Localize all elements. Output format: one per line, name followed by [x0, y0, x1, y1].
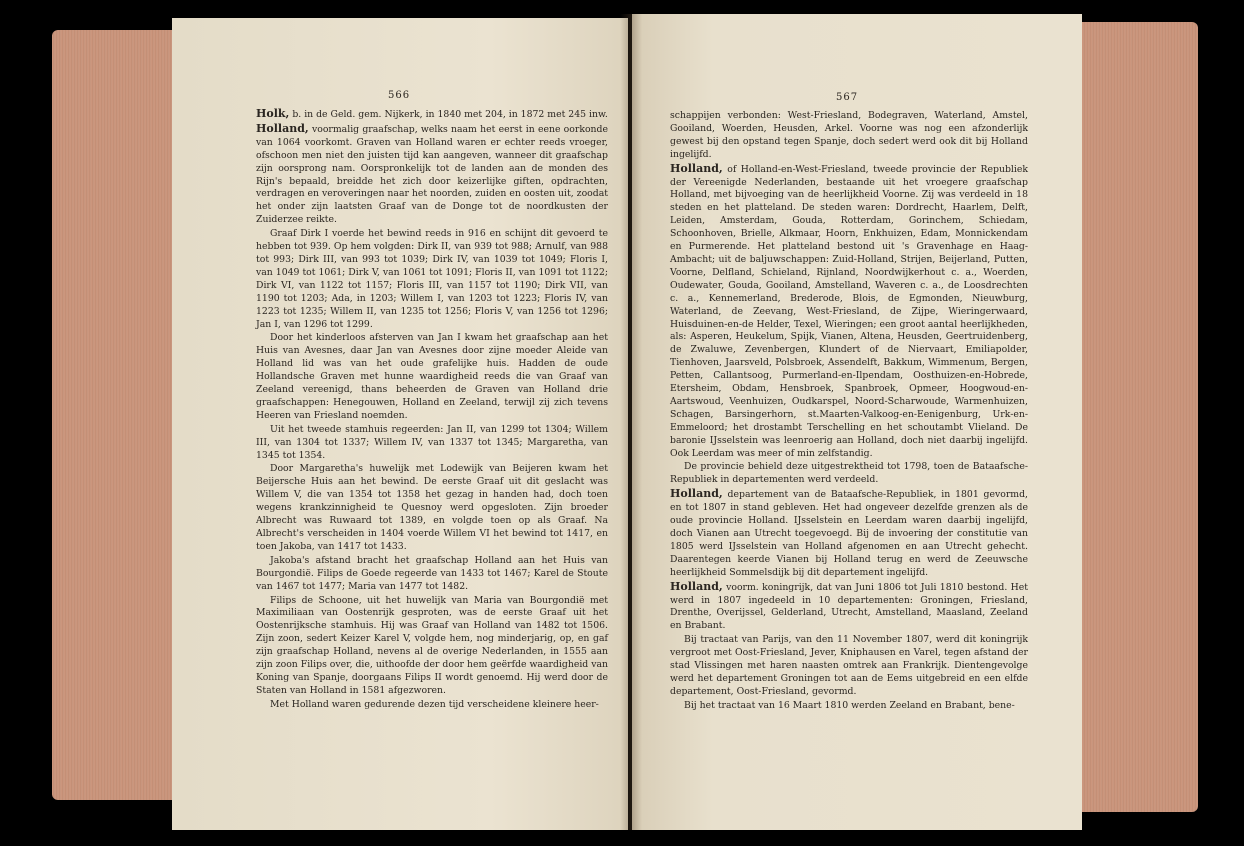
paragraph-text: Door het kinderloos afsterven van Jan I kwam het graafschap aan het Huis van Avesnes, daar Jan van Avesnes door zijne moeder Aleide van Holland lid was van het oude grafelijke huis. Hadden de oude Hollandsche Graven met hunne waardigheid reeds die van Graaf van Zeeland vereenigd, thans beheerden de Graven van Holland drie graafschappen: Henegouwen, Holland en Zeeland, terwijl zij zich tevens Heeren van Friesland noemden. [256, 332, 608, 421]
paragraph-text: b. in de Geld. gem. Nijkerk, in 1840 met 204, in 1872 met 245 inw. [289, 109, 608, 120]
paragraph-text: schappijen verbonden: West-Friesland, Bodegraven, Waterland, Amstel, Gooiland, Woerden, Heusden, Arkel. Voorne was nog een afzonderlijk gewest bij den opstand tegen Spanje, doch sedert werd ook dit bij Holland ingelijfd. [670, 110, 1028, 160]
paragraph-text: Uit het tweede stamhuis regeerden: Jan II, van 1299 tot 1304; Willem III, van 1304 tot 1337; Willem IV, van 1337 tot 1345; Margaretha, van 1345 tot 1354. [256, 423, 608, 461]
entry-headword: Holland, [670, 487, 723, 501]
paragraph [256, 332, 608, 422]
entry-headword: Holland, [670, 161, 723, 175]
paragraph-text: De provincie behield deze uitgestrektheid tot 1798, toen de Bataafsche-Republiek in departementen werd verdeeld. [670, 461, 1028, 486]
entry-headword: Holland, [670, 579, 723, 593]
entry-headword: Holk, [256, 107, 290, 120]
paragraph [256, 699, 608, 712]
dictionary-entry [670, 581, 1028, 634]
entry-headword: Holland, [256, 121, 309, 135]
page-number: 566 [388, 90, 411, 101]
paragraph-text: Graaf Dirk I voerde het bewind reeds in 916 en schijnt dit gevoerd te hebben tot 939. Op hem volgden: Dirk II, van 939 tot 988; Arnulf, van 988 tot 993; Dirk III, van 993 tot 1039; Dirk IV, van 1039 tot 1049; Floris I, van 1049 tot 1061; Dirk V, van 1061 tot 1091; Floris II, van 1091 tot 1122; Dirk VI, van 1122 tot 1157; Floris III, van 1157 tot 1190; Dirk VII, van 1190 tot 1203; Ada, in 1203; Willem I, van 1203 tot 1223; Floris IV, van 1223 tot 1235; Willem II, van 1235 tot 1256; Floris V, van 1256 tot 1296; Jan I, van 1296 tot 1299. [256, 228, 608, 330]
paragraph-text: Bij het tractaat van 16 Maart 1810 werden Zeeland en Brabant, bene- [684, 699, 1015, 711]
right-page-edges [1080, 22, 1198, 812]
paragraph [256, 424, 608, 463]
dictionary-entry [256, 108, 608, 122]
right-page [632, 14, 1082, 830]
page-number: 567 [836, 92, 859, 103]
left-page [172, 18, 628, 830]
paragraph [670, 110, 1028, 162]
paragraph-text: Jakoba's afstand bracht het graafschap Holland aan het Huis van Bourgondië. Filips de Goede regeerde van 1433 tot 1467; Karel de Stoute van 1467 tot 1477; Maria van 1477 tot 1482. [256, 554, 608, 592]
right-page-text [670, 110, 1028, 713]
paragraph-text: voorm. koningrijk, dat van Juni 1806 tot Juli 1810 bestond. Het werd in 1807 ingedeeld in 10 departementen: Groningen, Friesland, Drenthe, Overijssel, Gelderland, Utrecht, Amstelland, Maasland, Zeeland en Brabant. [670, 581, 1028, 632]
book-gutter [620, 14, 642, 830]
dictionary-entry [670, 488, 1028, 579]
dictionary-entry [670, 163, 1028, 461]
paragraph-text: Door Margaretha's huwelijk met Lodewijk van Beijeren kwam het Beijersche Huis aan het bewind. De eerste Graaf uit dit geslacht was Willem V, die van 1354 tot 1358 het gezag in handen had, doch toen wegens krankzinnigheid te Quesnoy werd opgesloten. Zijn broeder Albrecht was Ruwaard tot 1389, en volgde toen op als Graaf. Na Albrecht's verscheiden in 1404 voerde Willem VI het bewind tot 1417, en toen Jakoba, van 1417 tot 1433. [256, 463, 608, 552]
left-page-text [256, 108, 608, 712]
paragraph [670, 634, 1028, 699]
paragraph [670, 700, 1028, 713]
dictionary-entry [256, 123, 608, 227]
paragraph [256, 463, 608, 553]
paragraph-text: Filips de Schoone, uit het huwelijk van Maria van Bourgondië met Maximiliaan van Oostenrijk gesproten, was de eerste Graaf uit het Oostenrijksche stamhuis. Hij was Graaf van Holland van 1482 tot 1506. Zijn zoon, sedert Keizer Karel V, volgde hem, nog minderjarig, op, en gaf zijn graafschap Holland, nevens al de overige Nederlanden, in 1555 aan zijn zoon Filips over, die, uithoofde der door hem geërfde waardigheid van Koning van Spanje, doorgaans Filips II wordt genoemd. Hij werd door de Staten van Holland in 1581 afgezworen. [256, 594, 608, 696]
paragraph [256, 228, 608, 331]
paragraph-text: Bij tractaat van Parijs, van den 11 November 1807, werd dit koningrijk vergroot met Oost-Friesland, Jever, Kniphausen en Varel, tegen afstand der stad Vlissingen met haren naasten omtrek aan Frankrijk. Dientengevolge werd het departement Groningen tot aan de Eems uitgebreid en een elfde departement, Oost-Friesland, gevormd. [670, 634, 1028, 697]
paragraph [670, 461, 1028, 487]
paragraph-text: of Holland-en-West-Friesland, tweede provincie der Republiek der Vereenigde Nederlanden, bestaande uit het vroegere graafschap Holland, met bijvoeging van de heerlijkheid Voorne. Zij was verdeeld in 18 steden en het platteland. De steden waren: Dordrecht, Haarlem, Delft, Leiden, Amsterdam, Gouda, Rotterdam, Gorinchem, Schiedam, Schoonhoven, Brielle, Alkmaar, Hoorn, Enkhuizen, Edam, Monnickendam en Purmerende. Het platteland bestond uit 's Gravenhage en Haag-Ambacht; uit de baljuwschappen: Zuid-Holland, Strijen, Beijerland, Putten, Voorne, Delfland, Schieland, Rijnland, Noordwijkerhout c. a., Woerden, Oudewater, Gouda, Gooiland, Amstelland, Waveren c. a., de Loosdrechten c. a., Kennemerland, Brederode, Blois, de Egmonden, Nieuwburg, Waterland, de Zeevang, West-Friesland, de Zijpe, Wieringerwaard, Huisduinen-en-de Helder, Texel, Wieringen; een groot aantal heerlijkheden, als: Asperen, Heukelum, Spijk, Vianen, Altena, Heusden, Geertruidenberg, de Zwaluwe, Zevenbergen, Klundert of de Niervaart, Emiliapolder, Tienhoven, Jaarsveld, Polsbroek, Assendelft, Bakkum, Wimmenum, Bergen, Petten, Callantsoog, Purmerland-en-Ilpendam, Oosthuizen-en-Hobrede, Etersheim, Obdam, Hensbroek, Spanbroek, Opmeer, Hoogwoud-en-Aartswoud, Veenhuizen, Oudkarspel, Noord-Scharwoude, Warmenhuizen, Schagen, Barsingerhorn, st.Maarten-Valkoog-en-Eenigenburg, Urk-en-Emmeloord; het drostambt Terschelling en het schoutambt Vlieland. De baronie IJsselstein was leenroerig aan Holland, doch niet daarbij ingelijfd. Ook Leerdam was meer of min zelfstandig. [670, 163, 1028, 459]
paragraph-text: voormalig graafschap, welks naam het eerst in eene oorkonde van 1064 voorkomt. Graven van Holland waren er echter reeds vroeger, ofschoon men niet den juisten tijd kan aangeven, wanneer dit graafschap zijn oorsprong nam. Oorspronkelijk tot de landen aan de monden des Rijn's bepaald, breidde het zich door keizerlijke giften, opdrachten, verdragen en veroveringen naar het noorden, zuiden en oosten uit, zoodat het onder zijn laatsten Graaf van de Donge tot de noordkusten der Zuiderzee reikte. [256, 123, 608, 226]
paragraph-text: departement van de Bataafsche-Republiek, in 1801 gevormd, en tot 1807 in stand gebleven. Het had ongeveer dezelfde grenzen als de oude provincie Holland. IJsselstein en Leerdam waren daarbij ingelijfd, doch Vianen aan Utrecht toegevoegd. Bij de invoering der constitutie van 1805 werd IJsselstein van Holland afgenomen en aan Utrecht gehecht. Daarentegen keerde Vianen bij Holland terug en werd de Zeeuwsche heerlijkheid Sommelsdijk bij dit departement ingelijfd. [670, 489, 1028, 578]
left-page-edges [52, 30, 172, 800]
paragraph-text: Met Holland waren gedurende dezen tijd verscheidene kleinere heer- [270, 698, 599, 710]
paragraph [256, 595, 608, 698]
paragraph [256, 555, 608, 594]
